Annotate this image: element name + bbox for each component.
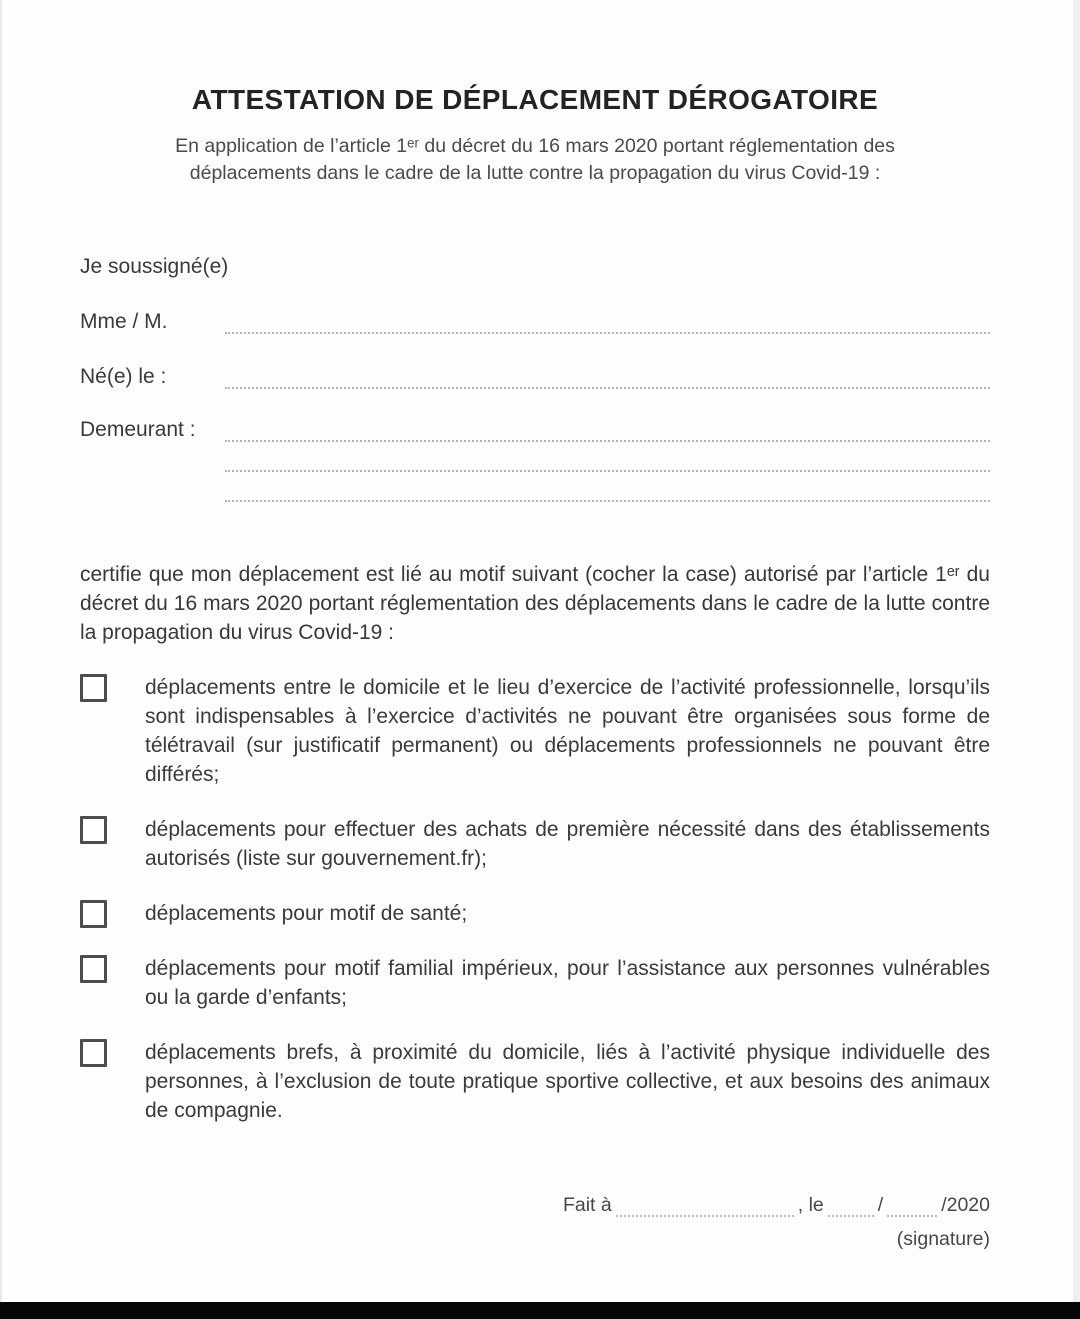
work-checkbox-label: déplacements entre le domicile et le lieu d’exercice de l’activité professionnelle, lorsqu’ils sont indispensables à l’exercice d’activités ne pouvant être organisées sous forme de télétravail (sur justificatif permanent) ou déplacements professionnels ne pouvant être différés; [145,676,990,786]
check-item-shopping [80,815,990,873]
year-suffix-label: /2020 [941,1194,990,1216]
intro-text: Je soussigné(e) [80,255,229,278]
place-input-line[interactable] [616,1197,794,1217]
health-checkbox-label: déplacements pour motif de santé; [145,902,468,925]
check-item-work [80,673,990,789]
day-input-line[interactable] [828,1197,874,1217]
document-subtitle: En application de l’article 1ᵉʳ du décret du 16 mars 2020 portant réglementation des déplacements dans le cadre de la lutte contre la propagation du virus Covid-19 : [175,135,895,184]
shopping-checkbox-label: déplacements pour effectuer des achats de première nécessité dans des établissements autorisés (liste sur gouvernement.fr); [145,818,990,870]
birthdate-input-line[interactable] [225,365,990,389]
check-item-exercise [80,1038,990,1125]
address-input-line-3[interactable] [225,500,990,502]
address-field-label: Demeurant : [80,418,196,441]
name-input-line[interactable] [225,310,990,334]
document-title: ATTESTATION DE DÉPLACEMENT DÉROGATOIRE [191,84,879,115]
address-input-line-1[interactable] [225,418,990,442]
footer-date-row [80,1189,990,1217]
le-label: , le [797,1194,824,1216]
address-input-line-2[interactable] [225,470,990,472]
motive-checklist [80,673,990,1125]
exercise-checkbox[interactable] [80,1039,107,1067]
fait-a-label: Fait à [562,1194,612,1216]
exercise-checkbox-label: déplacements brefs, à proximité du domicile, liés à l’activité physique individuelle des personnes, à l’exclusion de toute pratique sportive collective, et aux besoins des animaux de compagnie. [145,1041,990,1122]
signature-label: (signature) [896,1228,990,1250]
check-item-family [80,954,990,1012]
month-input-line[interactable] [887,1197,937,1217]
check-item-health [80,899,990,928]
family-checkbox[interactable] [80,955,107,983]
health-checkbox[interactable] [80,900,107,928]
field-row-name [80,303,990,334]
family-checkbox-label: déplacements pour motif familial impérieux, pour l’assistance aux personnes vulnérables ou la garde d’enfants; [145,957,990,1009]
bottom-black-bar [0,1302,1080,1319]
birthdate-field-label: Né(e) le : [80,365,167,388]
field-row-birthdate [80,358,990,389]
date-slash: / [877,1194,884,1216]
name-field-label: Mme / M. [80,310,168,333]
certify-paragraph: certifie que mon déplacement est lié au motif suivant (cocher la case) autorisé par l’article 1ᵉʳ du décret du 16 mars 2020 portant réglementation des déplacements dans le cadre de la lutte contre la propagation du virus Covid-19 : [80,563,990,644]
field-row-address [80,411,990,442]
shopping-checkbox[interactable] [80,816,107,844]
work-checkbox[interactable] [80,674,107,702]
